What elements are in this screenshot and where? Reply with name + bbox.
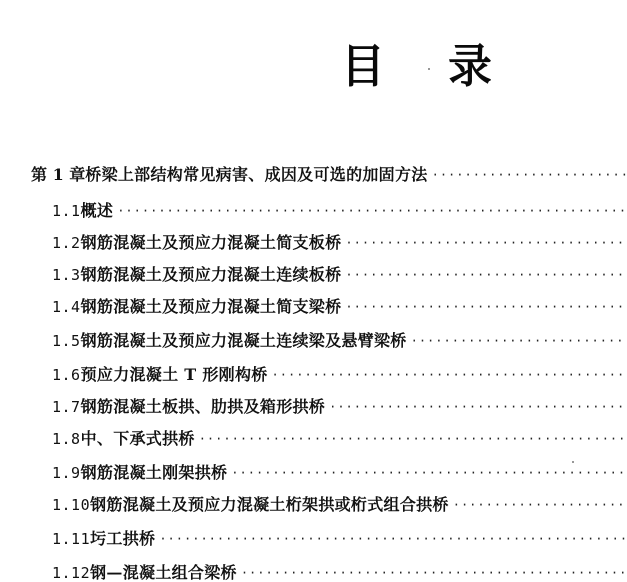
dot-leader bbox=[329, 392, 627, 422]
dot-leader bbox=[453, 490, 627, 520]
section-number: 1.6 bbox=[52, 366, 81, 384]
title-char-lu: 录 bbox=[448, 39, 492, 93]
scan-speck bbox=[572, 461, 574, 463]
toc-entry[interactable] bbox=[0, 458, 627, 488]
dot-leader bbox=[345, 228, 627, 258]
toc-entry[interactable] bbox=[0, 196, 627, 226]
section-title: 圬工拱桥 bbox=[90, 529, 156, 548]
toc-entry[interactable] bbox=[0, 524, 627, 554]
section-number: 1.11 bbox=[52, 530, 91, 548]
section-number: 1.9 bbox=[52, 464, 81, 482]
section-number: 1.12 bbox=[52, 564, 91, 582]
section-number: 1.3 bbox=[52, 266, 81, 284]
dot-leader bbox=[345, 260, 627, 290]
toc-entry[interactable] bbox=[0, 490, 627, 520]
section-number: 1.8 bbox=[52, 430, 81, 448]
toc-entry[interactable] bbox=[0, 424, 627, 454]
page-title bbox=[0, 38, 627, 98]
toc-entry[interactable] bbox=[0, 392, 627, 422]
title-char-mu: 目 bbox=[341, 39, 385, 93]
toc-entry[interactable] bbox=[0, 558, 627, 582]
chapter-number: 第 1 章 bbox=[31, 165, 86, 184]
section-title: 预应力混凝土 T 形刚构桥 bbox=[80, 365, 268, 384]
section-number: 1.2 bbox=[52, 234, 81, 252]
dot-leader bbox=[411, 326, 627, 356]
dot-leader bbox=[241, 558, 627, 582]
section-title: 中、下承式拱桥 bbox=[80, 429, 195, 448]
section-number: 1.4 bbox=[52, 298, 81, 316]
toc-entry[interactable] bbox=[0, 292, 627, 322]
section-number: 1.10 bbox=[52, 496, 91, 514]
toc-entry[interactable] bbox=[0, 228, 627, 258]
section-title: 概述 bbox=[80, 201, 114, 220]
dot-leader bbox=[117, 196, 627, 226]
toc-entry[interactable] bbox=[0, 326, 627, 356]
toc-chapter-1[interactable] bbox=[0, 160, 627, 190]
section-number: 1.1 bbox=[52, 202, 81, 220]
section-title: 钢筋混凝土刚架拱桥 bbox=[80, 463, 228, 482]
dot-leader bbox=[432, 160, 627, 190]
dot-leader bbox=[159, 524, 627, 554]
dot-leader bbox=[199, 424, 627, 454]
section-title: 钢筋混凝土及预应力混凝土桁架拱或桁式组合拱桥 bbox=[90, 495, 449, 514]
dot-leader bbox=[272, 360, 627, 390]
section-number: 1.7 bbox=[52, 398, 81, 416]
dot-leader bbox=[231, 458, 627, 488]
scan-speck bbox=[428, 68, 430, 70]
section-title: 钢筋混凝土及预应力混凝土连续梁及悬臂梁桥 bbox=[80, 331, 407, 350]
section-number: 1.5 bbox=[52, 332, 81, 350]
dot-leader bbox=[345, 292, 627, 322]
section-title: 钢筋混凝土及预应力混凝土简支梁桥 bbox=[80, 297, 342, 316]
toc-entry[interactable] bbox=[0, 260, 627, 290]
section-title: 钢筋混凝土板拱、肋拱及箱形拱桥 bbox=[80, 397, 326, 416]
section-title: 钢—混凝土组合梁桥 bbox=[90, 563, 237, 582]
section-title: 钢筋混凝土及预应力混凝土简支板桥 bbox=[80, 233, 342, 252]
toc-entry[interactable] bbox=[0, 360, 627, 390]
chapter-title: 桥梁上部结构常见病害、成因及可选的加固方法 bbox=[85, 165, 428, 184]
section-title: 钢筋混凝土及预应力混凝土连续板桥 bbox=[80, 265, 342, 284]
